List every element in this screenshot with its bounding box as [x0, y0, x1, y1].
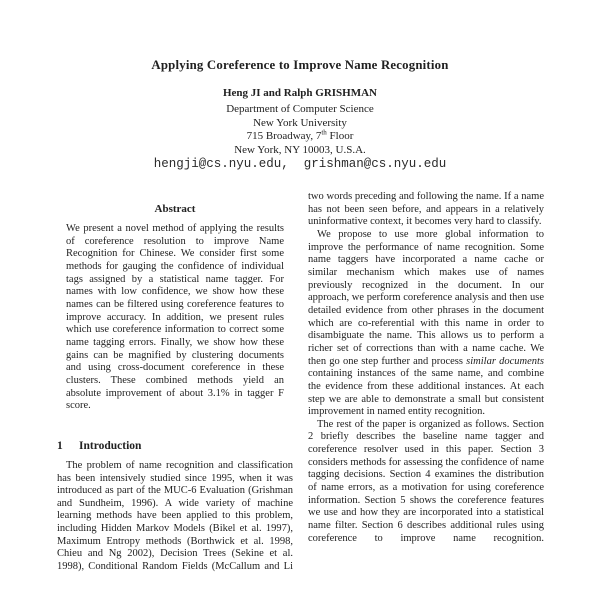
paragraph — [308, 191, 544, 229]
affiliation-department: Department of Computer Science — [226, 103, 374, 115]
affiliation-university: New York University — [253, 116, 347, 129]
text-run: containing instances of the same name, and combine the evidence from these additional instances. At each step we are able to demonstrate a small but consistent improvement in named entity recognition. — [308, 368, 544, 418]
left-column — [57, 189, 293, 574]
section-number: 1 — [57, 439, 63, 452]
affiliation-address — [0, 130, 600, 144]
address-superscript: th — [321, 128, 327, 137]
text-run: The rest of the paper is organized as follows. Section 2 briefly describes the baseline name tagger and coreference resolver used in this paper. Section 3 considers methods for assessing the confidence of name tagging decisions. Section 4 examines the distribution of name errors, as a motivation for using coreference information. Section 5 shows the coreference features we use and how they are incorporated into a statistical name filter. Section 6 describes additional rules using coreference to improve name recognition. — [308, 418, 544, 544]
text-run: We propose to use more global information to improve the performance of name recognition. Some name taggers have incorporated a name cache or similar mechanism which makes use of names previously recognized in the document. In our approach, we perform coreference analysis and then use detailed evidence from other phrases in the document which are co-referential with this name in order to disambiguate the name. This allows us to perform a richer set of corrections than with a name cache. We then go one step further and process — [308, 228, 544, 367]
text-run: We present a novel method of applying the results of coreference resolution to improve Name Recognition for Chinese. We consider first some methods for gauging the confidence of individual tags assigned by a statistical name tagger. For names with low confidence, we show how these names can be filtered using coreference features to improve accuracy. In addition, we present rules which use coreference information to correct some name tagging errors. Finally, we show how these gains can be magnified by clustering documents and using cross-document coreference in these clusters. These combined methods yield an absolute improvement of about 3.1% in tagger F score. — [66, 223, 284, 412]
text-run: two words preceding and following the name. If a name has not been seen before, and appears in a relatively uninformative context, it becomes very hard to classify. — [308, 191, 544, 228]
address-text: 715 Broadway, 7 — [246, 130, 322, 143]
address-text-suffix: Floor — [326, 130, 354, 143]
abstract-heading: Abstract — [154, 203, 196, 215]
affiliation-block — [0, 103, 600, 158]
paragraph — [308, 419, 544, 546]
paragraph — [57, 223, 293, 413]
section-title: Introduction — [79, 439, 142, 452]
two-column-body — [57, 189, 544, 574]
right-column — [308, 189, 544, 545]
affiliation-city: New York, NY 10003, U.S.A. — [234, 144, 366, 157]
section-1-heading — [57, 440, 293, 452]
paper-title: Applying Coreference to Improve Name Recognition — [151, 58, 449, 72]
author-emails: hengji@cs.nyu.edu, grishman@cs.nyu.edu — [153, 157, 447, 171]
paper-authors: Heng JI and Ralph GRISHMAN — [222, 87, 378, 99]
paragraph — [57, 460, 293, 574]
text-run: The problem of name recognition and classification has been intensively studied since 1995, when it was introduced as part of the MUC-6 Evaluation (Grishman and Sundheim, 1996). A wide variety of machine learning methods have been applied to this problem, including Hidden Markov Models (Bikel et al. 1997), Maximum Entropy methods (Borthwick et al. 1998, Chieu and Ng 2002), Decision Trees (Sekine et al. 1998), Conditional Random Fields (McCallum and Li — [57, 459, 293, 573]
italic-text-run: similar documents — [466, 355, 545, 367]
paragraph — [308, 229, 544, 419]
